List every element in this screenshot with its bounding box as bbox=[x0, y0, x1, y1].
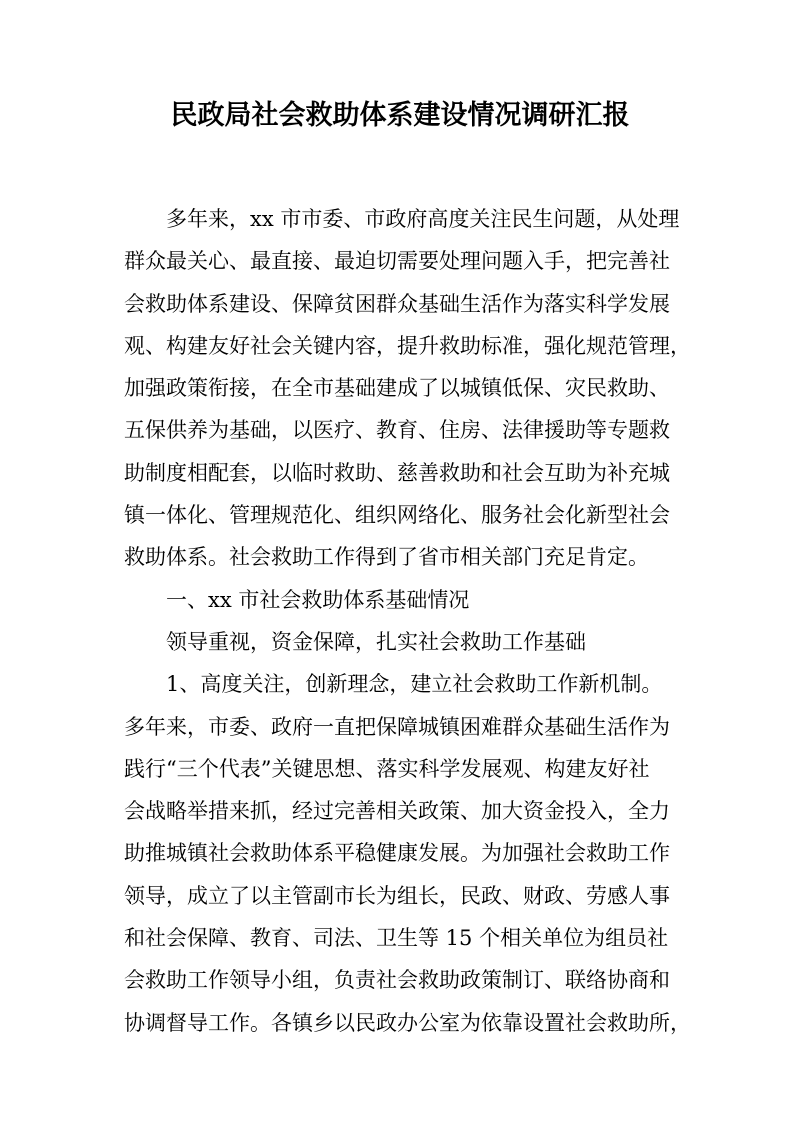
text-line: 和社会保障、教育、司法、卫生等 15 个相关单位为组员社 bbox=[124, 926, 669, 951]
text-line: 协调督导工作。各镇乡以民政办公室为依靠设置社会救助所， bbox=[124, 1010, 691, 1035]
text-line: 助推城镇社会救助体系平稳健康发展。为加强社会救助工作 bbox=[124, 841, 670, 866]
subsection-heading: 领导重视，资金保障，扎实社会救助工作基础 bbox=[166, 629, 586, 654]
text-line: 会救助体系建设、保障贫困群众基础生活作为落实科学发展 bbox=[124, 291, 670, 316]
text-line: 会战略举措来抓，经过完善相关政策、加大资金投入，全力 bbox=[124, 799, 670, 824]
document-body bbox=[124, 198, 691, 1044]
text-line: 加强政策衔接，在全市基础建成了以城镇低保、灾民救助、 bbox=[124, 376, 670, 401]
text-line: 镇一体化、管理规范化、组织网络化、服务社会化新型社会 bbox=[124, 503, 670, 528]
text-line: 群众最关心、最直接、最迫切需要处理问题入手，把完善社 bbox=[124, 249, 670, 274]
document-title: 民政局社会救助体系建设情况调研汇报 bbox=[170, 100, 630, 131]
text-line: 践行“三个代表”关键思想、落实科学发展观、构建友好社 bbox=[124, 756, 650, 781]
text-line: 多年来，xx 市市委、市政府高度关注民生问题，从处理 bbox=[166, 207, 680, 231]
text-line: 观、构建友好社会关键内容，提升救助标准，强化规范管理， bbox=[124, 333, 691, 358]
section-heading: 一、xx 市社会救助体系基础情况 bbox=[166, 587, 470, 612]
text-line: 救助体系。社会救助工作得到了省市相关部门充足肯定。 bbox=[124, 545, 649, 570]
text-line: 领导，成立了以主管副市长为组长，民政、财政、劳感人事 bbox=[124, 883, 670, 908]
text-line: 助制度相配套，以临时救助、慈善救助和社会互助为补充城 bbox=[124, 460, 670, 485]
text-line: 五保供养为基础，以医疗、教育、住房、法律援助等专题救 bbox=[124, 418, 670, 443]
text-line: 多年来，市委、政府一直把保障城镇困难群众基础生活作为 bbox=[124, 714, 670, 739]
text-line: 会救助工作领导小组，负责社会救助政策制订、联络协商和 bbox=[124, 968, 670, 993]
text-line: 1、高度关注，创新理念，建立社会救助工作新机制。 bbox=[166, 672, 663, 697]
